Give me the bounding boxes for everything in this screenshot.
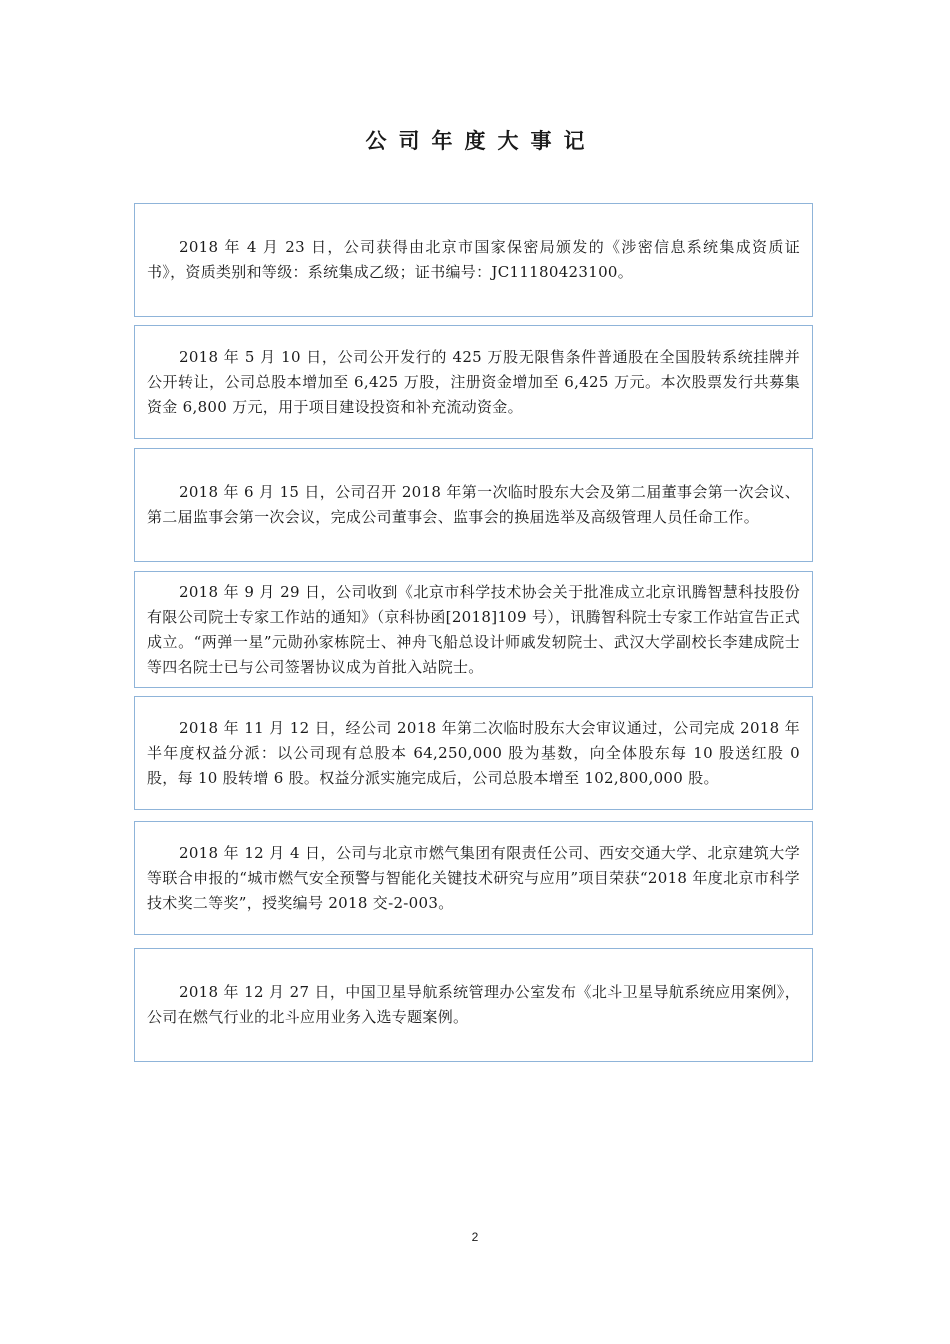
event-box-1 <box>134 203 813 317</box>
event-text: 2018 年 9 月 29 日，公司收到《北京市科学技术协会关于批准成立北京讯腾智慧科技股份有限公司院士专家工作站的通知》（京科协函[2018]109 号），讯腾智科院士专家工作站宣告正式成立。“两弹一星”元勋孙家栋院士、神舟飞船总设计师戚发轫院士、武汉大学副校长李建成院士等四名院士已与公司签署协议成为首批入站院士。 <box>147 582 800 676</box>
event-box-5 <box>134 696 813 810</box>
page-title: 公司年度大事记 <box>365 129 597 153</box>
event-text: 2018 年 11 月 12 日，经公司 2018 年第二次临时股东大会审议通过，公司完成 2018 年半年度权益分派：以公司现有总股本 64,250,000 股为基数，向全体股东每 10 股送红股 0 股，每 10 股转增 6 股。权益分派实施完成后，公司总股本增至 102,800,000 股。 <box>147 718 800 787</box>
event-box-7 <box>134 948 813 1062</box>
event-text: 2018 年 12 月 27 日，中国卫星导航系统管理办公室发布《北斗卫星导航系统应用案例》，公司在燃气行业的北斗应用业务入选专题案例。 <box>147 983 800 1026</box>
event-text: 2018 年 12 月 4 日，公司与北京市燃气集团有限责任公司、西安交通大学、北京建筑大学等联合申报的“城市燃气安全预警与智能化关键技术研究与应用”项目荣获“2018 年度北京市科学技术奖二等奖”，授奖编号 2018 交-2-003。 <box>147 843 800 912</box>
event-box-4 <box>134 571 813 688</box>
event-text: 2018 年 5 月 10 日，公司公开发行的 425 万股无限售条件普通股在全国股转系统挂牌并公开转让，公司总股本增加至 6,425 万股，注册资金增加至 6,425 万元。本次股票发行共募集资金 6,800 万元，用于项目建设投资和补充流动资金。 <box>147 347 800 416</box>
event-text: 2018 年 4 月 23 日，公司获得由北京市国家保密局颁发的《涉密信息系统集成资质证书》，资质类别和等级：系统集成乙级；证书编号：JC11180423100。 <box>147 238 800 281</box>
page-number: 2 <box>471 1230 479 1244</box>
event-box-3 <box>134 448 813 562</box>
event-box-6 <box>134 821 813 935</box>
event-box-2 <box>134 325 813 439</box>
event-text: 2018 年 6 月 15 日，公司召开 2018 年第一次临时股东大会及第二届董事会第一次会议、第二届监事会第一次会议，完成公司董事会、监事会的换届选举及高级管理人员任命工作。 <box>147 483 800 526</box>
